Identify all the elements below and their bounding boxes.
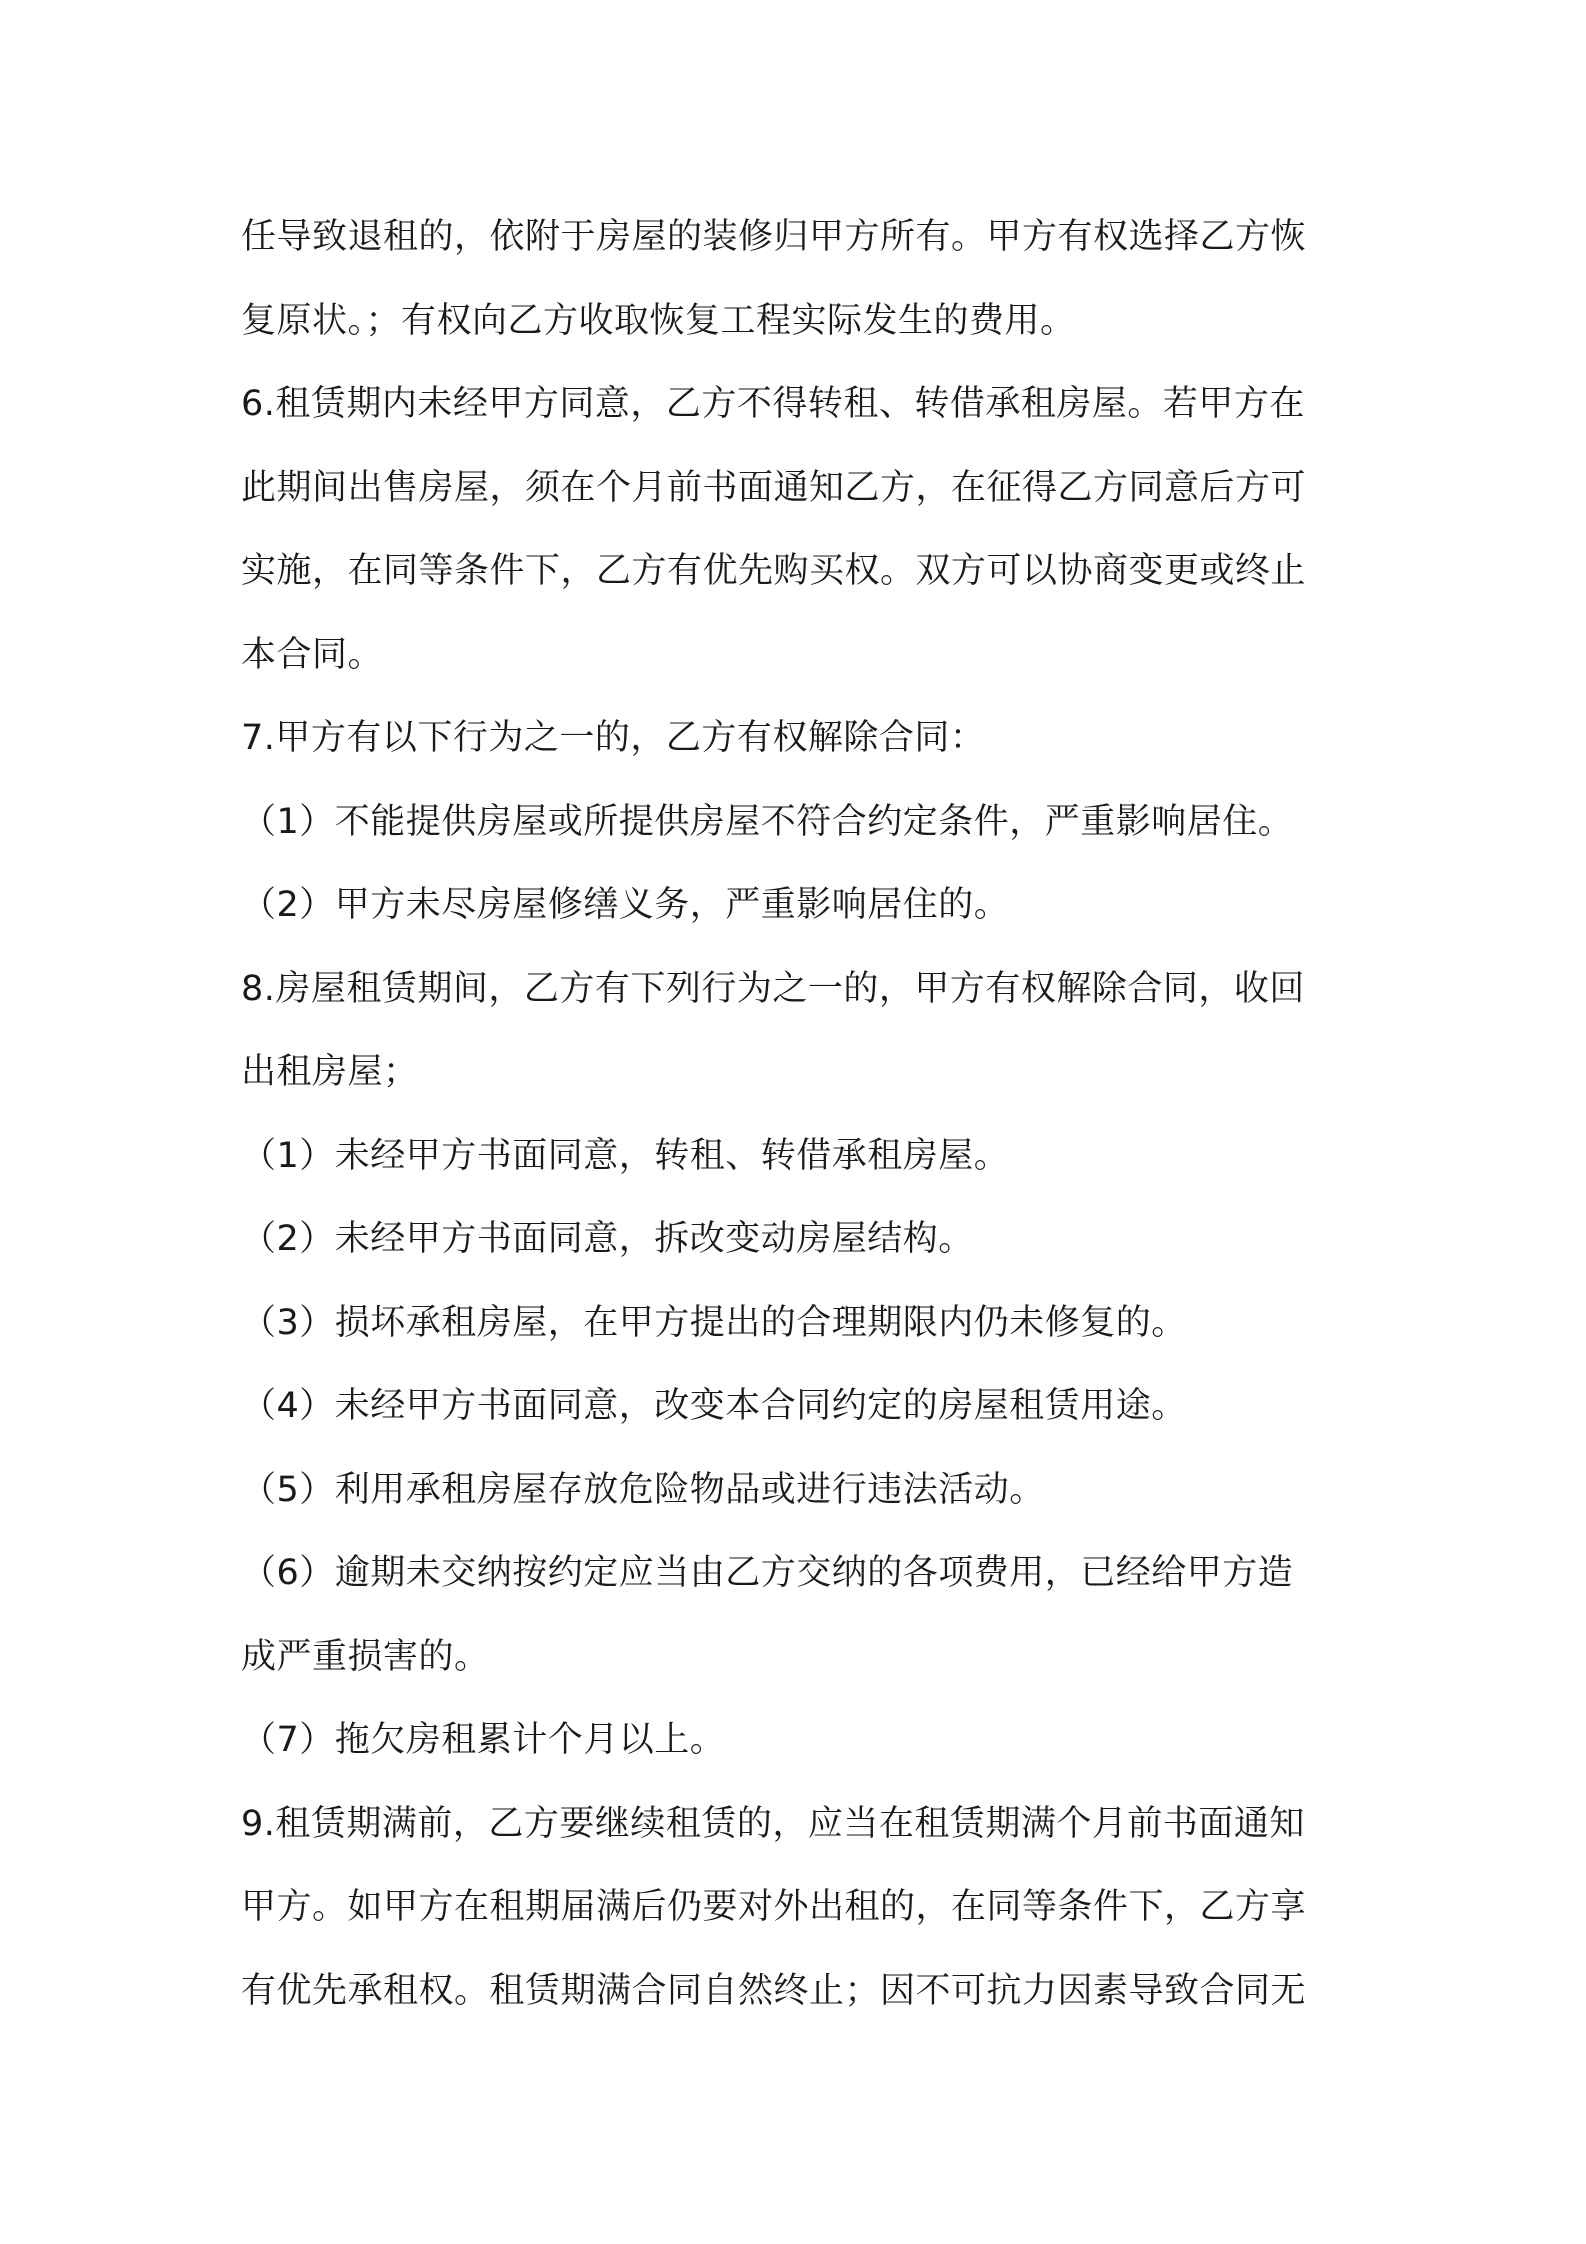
clause-8-item-4: （4）未经甲方书面同意，改变本合同约定的房屋租赁用途。 [241, 1386, 1187, 1426]
clause-8-item-3: （3）损坏承租房屋，在甲方提出的合理期限内仍未修复的。 [241, 1302, 1187, 1343]
clause-9-line: 9.租赁期满前，乙方要继续租赁的，应当在租赁期满个月前书面通知 [241, 1803, 1305, 1844]
clause-8-item-5: （5）利用承租房屋存放危险物品或进行违法活动。 [241, 1469, 1045, 1510]
clause-7-line: 7.甲方有以下行为之一的，乙方有权解除合同： [241, 718, 986, 758]
clause-8-line: 8.房屋租赁期间，乙方有下列行为之一的，甲方有权解除合同，收回 [241, 968, 1305, 1009]
text-line: 复原状。；有权向乙方收取恢复工程实际发生的费用。 [241, 300, 1076, 341]
text-line: 有优先承租权。租赁期满合同自然终止；因不可抗力因素导致合同无 [241, 1970, 1307, 2011]
clause-7-item-2: （2）甲方未尽房屋修缮义务，严重影响居住的。 [241, 885, 1010, 925]
document-body [241, 196, 1361, 2033]
clause-8-item-1: （1）未经甲方书面同意，转租、转借承租房屋。 [241, 1135, 1010, 1176]
text-line: 成严重损害的。 [241, 1636, 490, 1677]
text-line: 甲方。如甲方在租期届满后仍要对外出租的，在同等条件下，乙方享 [241, 1887, 1307, 1927]
clause-8-item-7: （7）拖欠房租累计个月以上。 [241, 1720, 726, 1760]
clause-7-item-1: （1）不能提供房屋或所提供房屋不符合约定条件，严重影响居住。 [241, 801, 1294, 842]
clause-8-item-2: （2）未经甲方书面同意，拆改变动房屋结构。 [241, 1219, 974, 1259]
clause-8-item-6: （6）逾期未交纳按约定应当由乙方交纳的各项费用，已经给甲方造 [241, 1553, 1294, 1593]
text-line: 任导致退租的，依附于房屋的装修归甲方所有。甲方有权选择乙方恢 [241, 217, 1307, 257]
text-line: 出租房屋； [241, 1052, 419, 1092]
clause-6-line: 6.租赁期内未经甲方同意，乙方不得转租、转借承租房屋。若甲方在 [241, 384, 1305, 424]
text-line: 实施，在同等条件下，乙方有优先购买权。双方可以协商变更或终止 [241, 551, 1307, 591]
text-line: 本合同。 [241, 634, 384, 675]
text-line: 此期间出售房屋，须在个月前书面通知乙方，在征得乙方同意后方可 [241, 467, 1307, 508]
